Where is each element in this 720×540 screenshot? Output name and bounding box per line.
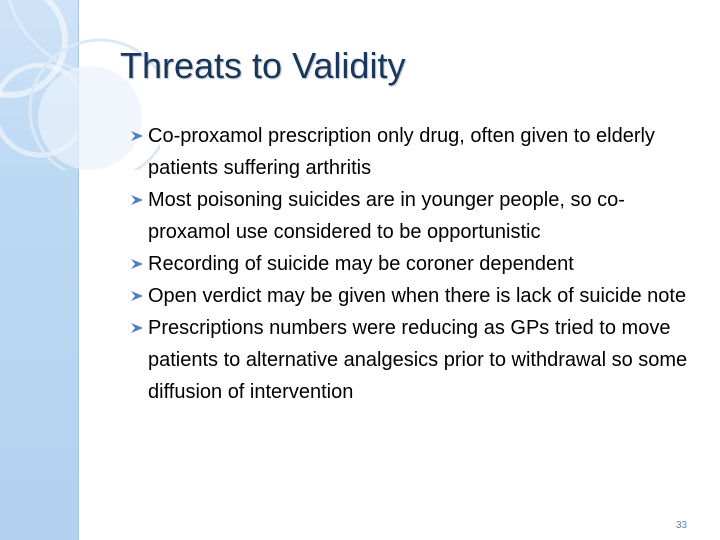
list-item <box>130 280 690 312</box>
slide-title: Threats to Validity <box>120 45 406 86</box>
list-item <box>130 248 690 280</box>
bullet-text: Co-proxamol prescription only drug, often given to elderly patients suffering arthritis <box>148 125 655 179</box>
bullet-list <box>130 120 690 408</box>
wedge-bullet-icon <box>130 258 144 270</box>
wedge-bullet-icon <box>130 290 144 302</box>
bullet-text: Recording of suicide may be coroner dependent <box>148 253 574 275</box>
bullet-text: Prescriptions numbers were reducing as GPs tried to move patients to alternative analgesics prior to withdrawal so some diffusion of intervention <box>148 317 688 403</box>
page-number: 33 <box>676 520 688 531</box>
list-item <box>130 120 690 184</box>
bullet-text: Most poisoning suicides are in younger people, so co-proxamol use considered to be opportunistic <box>148 189 625 243</box>
wedge-bullet-icon <box>130 130 144 142</box>
list-item <box>130 184 690 248</box>
wedge-bullet-icon <box>130 322 144 334</box>
bullet-text: Open verdict may be given when there is lack of suicide note <box>148 285 687 307</box>
list-item <box>130 312 690 408</box>
wedge-bullet-icon <box>130 194 144 206</box>
